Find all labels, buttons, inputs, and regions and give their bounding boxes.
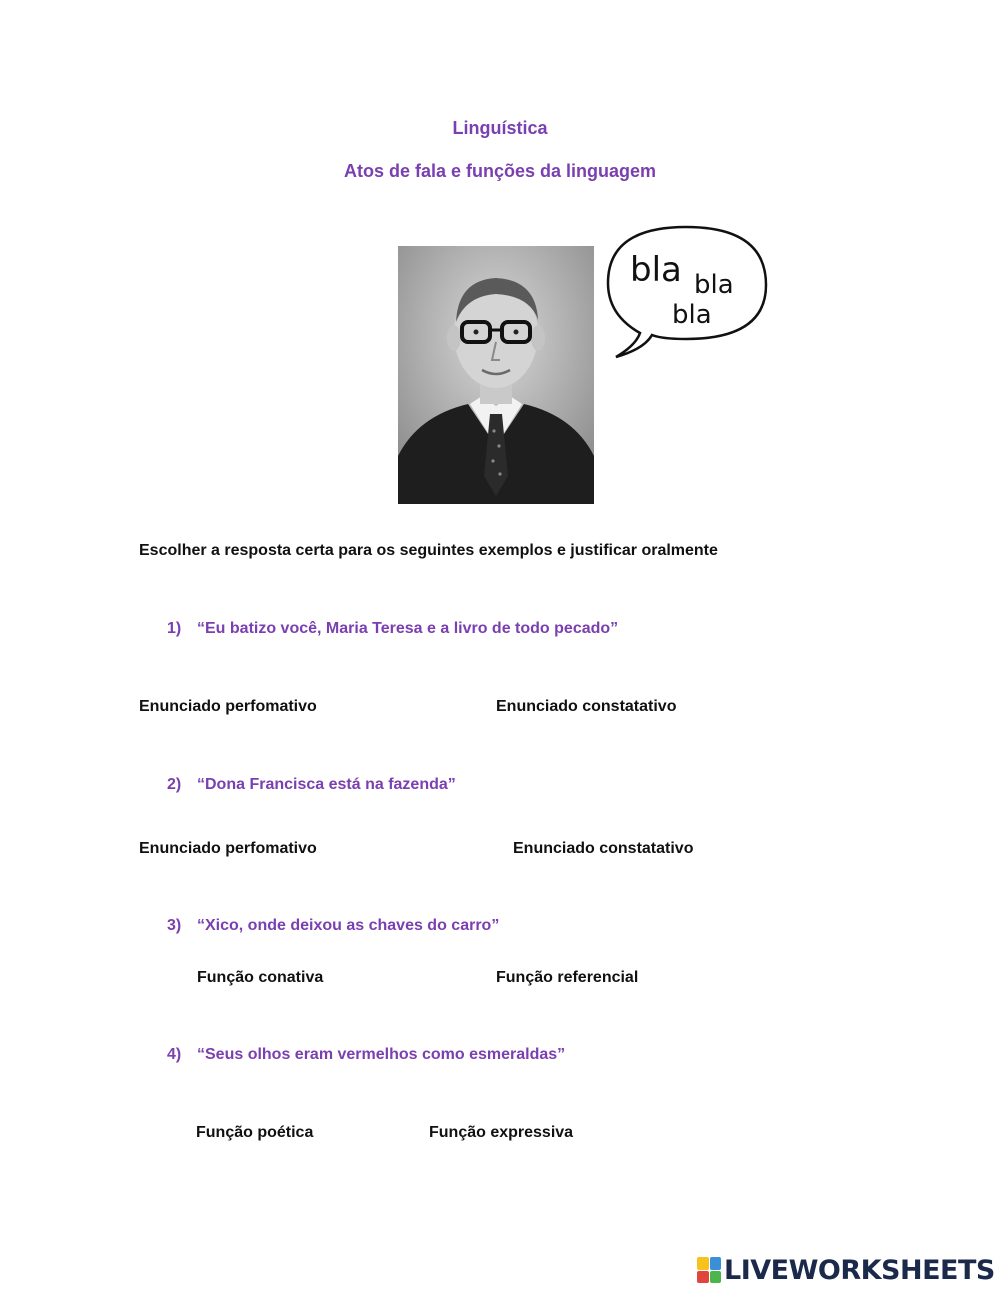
page-subtitle: Atos de fala e funções da linguagem: [343, 161, 657, 181]
question-text: “Xico, onde deixou as chaves do carro”: [197, 917, 500, 934]
question-text: “Seus olhos eram vermelhos como esmeraldas”: [197, 1046, 566, 1063]
question-text: “Dona Francisca está na fazenda”: [197, 776, 456, 793]
bubble-word-1: bla: [630, 250, 682, 290]
liveworksheets-logo-icon: [697, 1257, 721, 1283]
q2-option-performative[interactable]: Enunciado perfomativo: [139, 840, 317, 857]
bubble-word-2: bla: [694, 270, 734, 300]
q3-option-conative[interactable]: Função conativa: [197, 969, 324, 986]
question-number: 1): [167, 620, 182, 637]
q2-option-constative[interactable]: Enunciado constatativo: [513, 840, 694, 857]
liveworksheets-logo: [697, 1254, 995, 1286]
question-number: 4): [167, 1046, 182, 1063]
question-number: 3): [167, 917, 182, 934]
page-title: Linguística: [452, 118, 548, 138]
question-4: [167, 1046, 565, 1064]
question-text: “Eu batizo você, Maria Teresa e a livro de todo pecado”: [197, 620, 619, 637]
q3-option-referential[interactable]: Função referencial: [496, 969, 639, 986]
q4-option-poetic[interactable]: Função poética: [196, 1124, 314, 1141]
bubble-word-3: bla: [672, 300, 712, 330]
q4-option-expressive[interactable]: Função expressiva: [429, 1124, 574, 1141]
q1-option-performative[interactable]: Enunciado perfomativo: [139, 698, 317, 715]
q1-option-constative[interactable]: Enunciado constatativo: [496, 698, 677, 715]
question-2: [167, 776, 456, 794]
man-portrait-icon: [398, 246, 594, 504]
speech-bubble-icon: [600, 215, 772, 365]
question-1: [167, 620, 618, 638]
logo-text: LIVEWORKSHEETS: [724, 1254, 995, 1286]
instruction-text: Escolher a resposta certa para os seguintes exemplos e justificar oralmente: [139, 542, 718, 559]
question-number: 2): [167, 776, 182, 793]
question-3: [167, 917, 499, 935]
